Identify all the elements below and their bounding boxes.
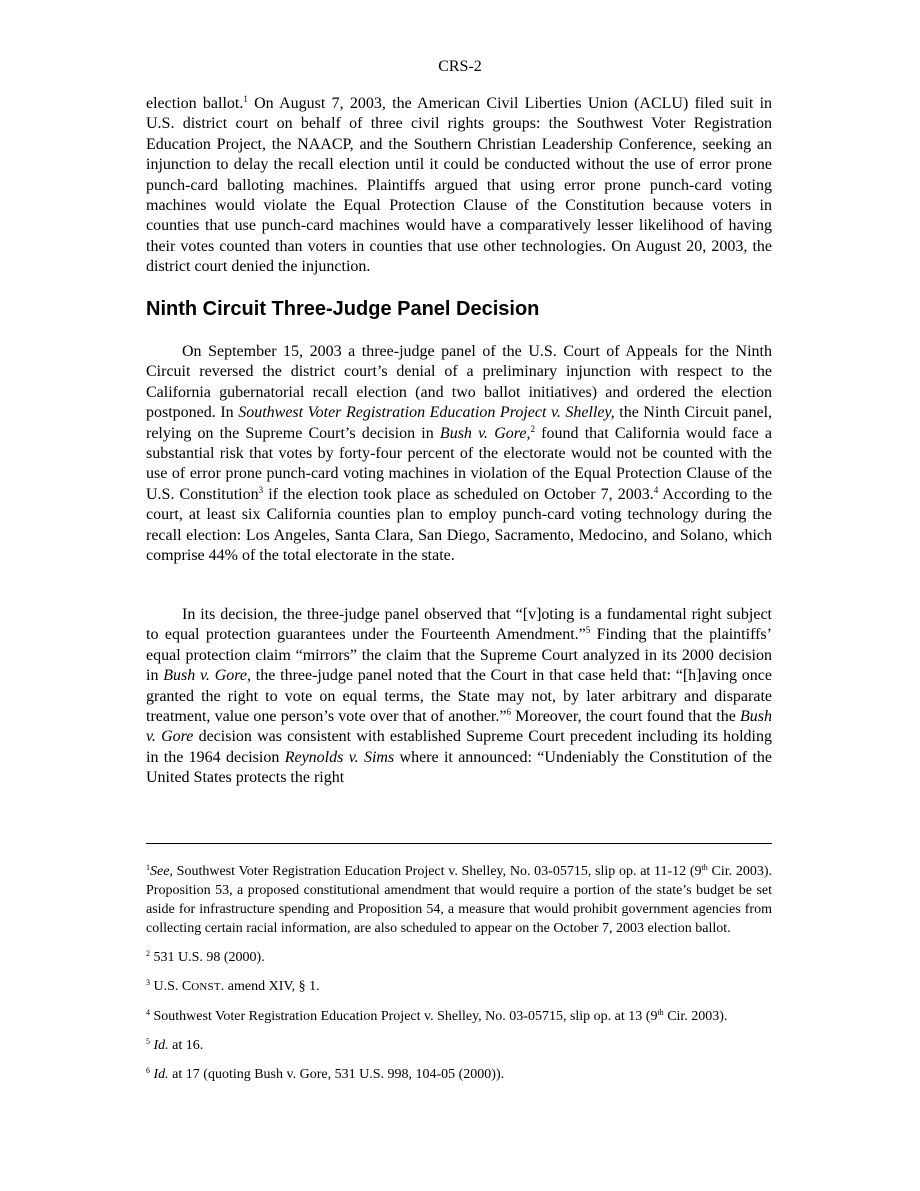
paragraph-text: On September 15, 2003 a three-judge panel of the U.S. Court of Appeals for the Ninth Circuit reversed the district court’s denial of a preliminary injunction with respect to the California gubernatorial recall election (and two ballot initiatives) and ordered the election postponed. In [146, 343, 772, 422]
citation-id: Id. [153, 1067, 169, 1082]
footnote-text: Southwest Voter Registration Education Project v. Shelley, No. 03-05715, slip op. at 11-12 (9 [172, 864, 702, 879]
intro-text: election ballot. [146, 95, 244, 112]
footnote-text: Southwest Voter Registration Education Project v. Shelley, No. 03-05715, slip op. at 13 (9 [150, 1009, 658, 1024]
body-paragraph-1 [146, 342, 772, 566]
ordinal-suffix: th [657, 1008, 664, 1017]
footnote-ref-4[interactable]: 4 [653, 484, 659, 495]
footnote-number: 1 [146, 863, 150, 872]
footnote-text: Cir. 2003). Proposition 53, a proposed constitutional amendment that would require a portion of the state’s budget be set aside for infrastructure spending and Proposition 54, a measure that would prohibit government agencies from collecting certain racial information, are also scheduled to appear on the October 7, 2003 election ballot. [146, 864, 772, 936]
paragraph-text: the Ninth Circuit panel, relying on the Supreme Court’s decision in [146, 404, 773, 442]
footnote-number: 3 [146, 978, 150, 987]
footnote-ref-6[interactable]: 6 [506, 707, 511, 718]
citation-signal: See, [150, 864, 173, 879]
paragraph-text: Finding that the plaintiffs’ equal protection claim “mirrors” the claim that the Supreme Court analyzed in its 2000 decision in [146, 626, 772, 685]
case-citation-bush-v-gore: Bush v. Gore, [439, 424, 531, 442]
footnote-text: at 17 (quoting Bush v. Gore, 531 U.S. 998, 104-05 (2000)). [168, 1067, 505, 1082]
paragraph-text: where it announced: “Undeniably the Constitution of the United States protects the right [146, 748, 772, 787]
paragraph-text: In its decision, the three-judge panel observed that “[v]oting is a fundamental right subject to equal protection guarantees under the Fourteenth Amendment.” [146, 606, 772, 644]
paragraph-text: According to the court, at least six California counties plan to employ punch-card voting technology during the recall election: Los Angeles, Santa Clara, San Diego, Sacramento, Medocino, and Solano, which comprise 44% of the total electorate in the state. [146, 485, 773, 565]
footnote-ref-5[interactable]: 5 [585, 625, 591, 636]
intro-text-cont: On August 7, 2003, the American Civil Liberties Union (ACLU) filed suit in U.S. district court on behalf of three civil rights groups: the Southwest Voter Registration Education Project, the NAACP, and the Southern Christian Leadership Conference, seeking an injunction to delay the recall election until it could be conducted without the use of error prone punch-card balloting machines. Plaintiffs argued that using error prone punch-card voting machines would violate the Equal Protection Clause of the Constitution because voters in counties that use punch-card machines would have a comparatively lesser likelihood of having their votes counted than voters in counties that use other technologies. On August 20, 2003, the district court denied the injunction. [146, 95, 773, 276]
paragraph-text: decision was consistent with established Supreme Court precedent including its holding in the 1964 decision [146, 728, 773, 766]
small-caps-text: ONST [191, 981, 221, 993]
ordinal-suffix: th [701, 863, 708, 872]
intro-paragraph [146, 94, 772, 278]
paragraph-text: if the election took place as scheduled on October 7, 2003. [263, 485, 654, 503]
paragraph-text: found that California would face a substantial risk that votes by forty-four percent of the electorate would not be counted with the use of error prone punch-card voting machines in violation of the Equal Protection Clause of the U.S. Constitution [146, 424, 773, 503]
paragraph-text: Moreover, the court found that the [510, 708, 741, 726]
citation-id: Id. [153, 1038, 169, 1053]
footnote-text: . amend XIV, § 1. [220, 979, 320, 994]
footnote-text: 531 U.S. 98 (2000). [150, 950, 265, 965]
footnote-5 [146, 1036, 772, 1055]
footnote-number: 6 [146, 1066, 150, 1075]
footnote-text: at 16. [168, 1038, 204, 1053]
footnote-4 [146, 1007, 772, 1026]
footnote-number: 5 [146, 1037, 150, 1046]
footnote-3 [146, 977, 772, 997]
case-citation-bush-v-gore: Bush v. Gore, [163, 667, 252, 685]
case-citation-reynolds-v-sims: Reynolds v. Sims [284, 748, 395, 766]
footnotes-section [146, 862, 772, 1094]
footnote-number: 2 [146, 949, 150, 958]
case-citation-southwest-voter: Southwest Voter Registration Education Project v. Shelley, [238, 404, 615, 422]
footnote-separator [146, 843, 772, 844]
footnote-number: 4 [146, 1008, 150, 1017]
footnote-2 [146, 948, 772, 967]
case-citation-bush-v-gore: Bush v. Gore [146, 708, 773, 746]
footnote-6 [146, 1065, 772, 1084]
footnote-1 [146, 862, 772, 938]
footnote-text: Cir. 2003). [663, 1009, 728, 1024]
footnote-ref-2[interactable]: 2 [530, 423, 535, 434]
footnote-ref-1[interactable]: 1 [243, 94, 248, 104]
body-paragraph-2 [146, 605, 772, 789]
footnote-text: U.S. C [150, 979, 192, 994]
footnote-ref-3[interactable]: 3 [258, 484, 264, 495]
page-header: CRS-2 [438, 58, 482, 75]
section-heading: Ninth Circuit Three-Judge Panel Decision [146, 298, 540, 320]
paragraph-text: the three-judge panel noted that the Court in that case held that: “[h]aving once granted the right to vote on equal terms, the State may not, by later arbitrary and disparate treatment, value one person’s vote over that of another.” [146, 667, 773, 726]
